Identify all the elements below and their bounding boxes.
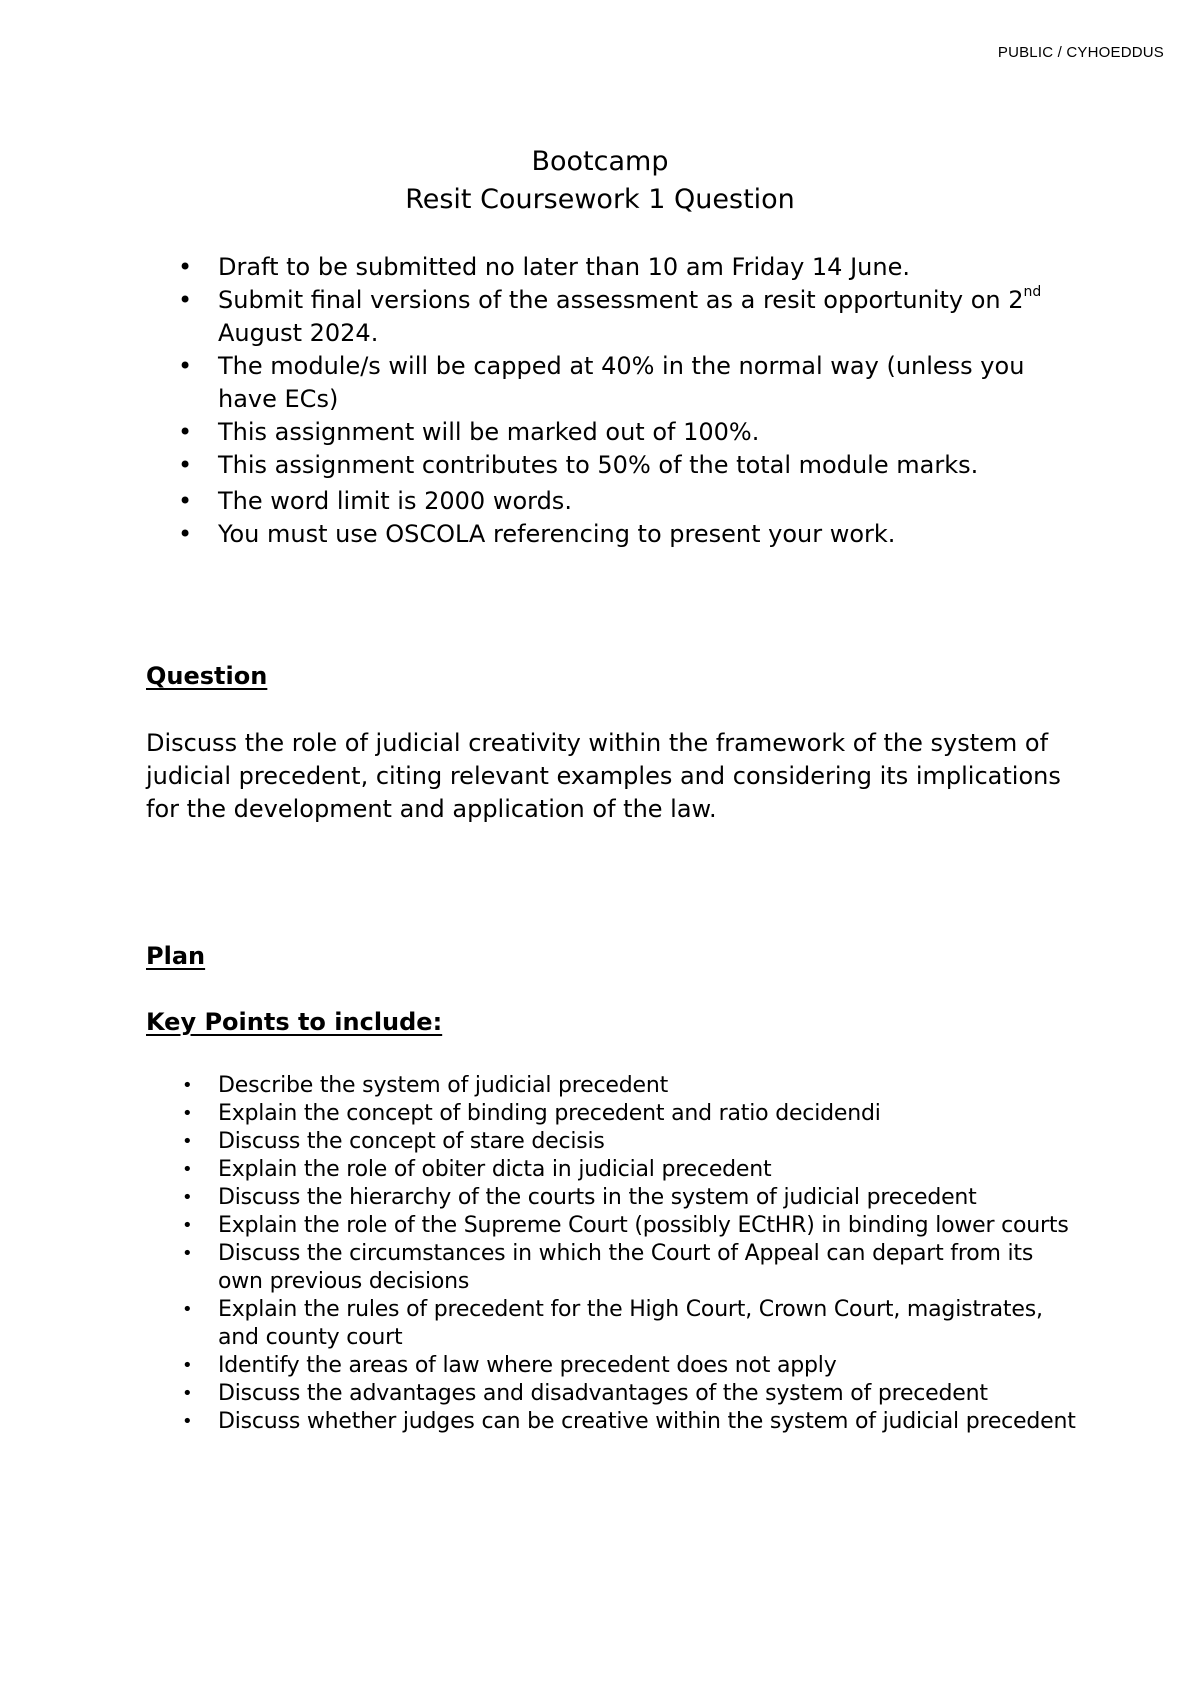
key-point-item: • Discuss the circumstances in which the Court of Appeal can depart from its own previous decisions <box>182 1241 1034 1294</box>
bullet-icon: • <box>178 520 193 548</box>
key-point-item: • Explain the concept of binding precedent and ratio decidendi <box>182 1101 881 1126</box>
question-text: Discuss the role of judicial creativity within the framework of the system of judicial precedent, citing relevant examples and considering its implications for the development and application of the law. <box>146 729 1061 823</box>
bullet-icon: • <box>182 1075 193 1096</box>
bullet-icon: • <box>182 1299 193 1320</box>
key-point-item: • Explain the role of obiter dicta in judicial precedent <box>182 1157 772 1182</box>
bullet-icon: • <box>182 1383 193 1404</box>
bullet-icon: • <box>182 1187 193 1208</box>
bullet-icon: • <box>178 253 193 281</box>
classification-label: PUBLIC / CYHOEDDUS <box>997 44 1164 61</box>
bullet-icon: • <box>178 286 193 314</box>
bullet-icon: • <box>182 1159 193 1180</box>
key-point-item: • Identify the areas of law where precedent does not apply <box>182 1353 837 1378</box>
key-point-item: • Discuss the advantages and disadvantages of the system of precedent <box>182 1381 988 1406</box>
bullet-icon: • <box>178 352 193 380</box>
info-item: • Submit final versions of the assessment as a resit opportunity on 2nd August 2024. <box>178 284 1042 347</box>
bullet-icon: • <box>178 487 193 515</box>
key-points-list <box>146 1072 1076 1436</box>
question-heading: Question <box>146 662 268 690</box>
bullet-icon: • <box>182 1411 193 1432</box>
info-item: • The word limit is 2000 words. <box>146 485 1046 518</box>
assessment-info-list <box>146 251 1046 551</box>
title-line-1: Bootcamp <box>531 146 669 177</box>
key-point-item: • Describe the system of judicial precedent <box>182 1073 668 1098</box>
ordinal-suffix: nd <box>1023 284 1042 300</box>
bullet-icon: • <box>178 418 193 446</box>
bullet-icon: • <box>182 1355 193 1376</box>
key-point-item: • Discuss the concept of stare decisis <box>182 1129 605 1154</box>
key-point-item: • Explain the role of the Supreme Court (possibly ECtHR) in binding lower courts <box>182 1213 1069 1238</box>
key-point-item: • Explain the rules of precedent for the High Court, Crown Court, magistrates, and county court <box>182 1297 1043 1350</box>
title-line-2: Resit Coursework 1 Question <box>405 184 795 215</box>
bullet-icon: • <box>182 1103 193 1124</box>
info-item: • The module/s will be capped at 40% in the normal way (unless you have ECs) <box>178 352 1025 413</box>
plan-heading: Plan <box>146 942 206 970</box>
bullet-icon: • <box>178 451 193 479</box>
key-points-heading: Key Points to include: <box>146 1008 443 1036</box>
info-item: • You must use OSCOLA referencing to present your work. <box>146 518 1046 551</box>
bullet-icon: • <box>182 1215 193 1236</box>
info-item: • This assignment will be marked out of 100%. <box>146 416 1046 449</box>
key-point-item: • Discuss whether judges can be creative within the system of judicial precedent <box>182 1409 1076 1434</box>
key-point-item: • Discuss the hierarchy of the courts in the system of judicial precedent <box>182 1185 977 1210</box>
info-item: • Draft to be submitted no later than 10 am Friday 14 June. <box>146 251 1046 284</box>
bullet-icon: • <box>182 1131 193 1152</box>
info-item: • This assignment contributes to 50% of the total module marks. <box>146 449 1046 482</box>
bullet-icon: • <box>182 1243 193 1264</box>
document-title <box>0 143 1200 219</box>
